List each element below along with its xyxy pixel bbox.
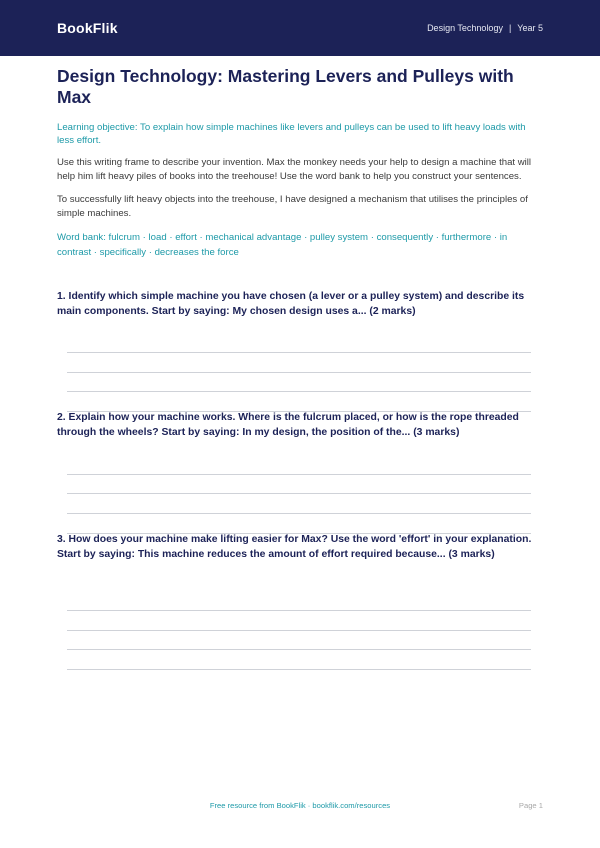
year-label: Year 5 — [517, 23, 543, 33]
question-3: 3. How does your machine make lifting easier for Max? Use the word 'effort' in your explanation. Start by saying: This machine reduces the amount of effort required because... (3 marks) — [57, 534, 532, 560]
learning-objective: Learning objective: To explain how simple machines like levers and pulleys can be used to lift heavy loads with less effort. — [57, 122, 526, 146]
page-number: Page 1 — [518, 801, 543, 810]
page-title: Design Technology: Mastering Levers and Pulleys with Max — [57, 66, 514, 107]
answer-line[interactable] — [67, 649, 531, 650]
question-1: 1. Identify which simple machine you have chosen (a lever or a pulley system) and describe its main components. Start by saying: My chosen design uses a... (2 marks) — [57, 291, 525, 317]
answer-line[interactable] — [67, 513, 531, 514]
question-2: 2. Explain how your machine works. Where is the fulcrum placed, or how is the rope threaded through the wheels? Start by saying: In my design, the position of the... (3 marks) — [57, 412, 519, 438]
answer-line[interactable] — [67, 391, 531, 392]
brand-logo: BookFlik — [57, 20, 118, 36]
intro-section — [57, 66, 543, 260]
answer-line[interactable] — [67, 474, 531, 475]
footer-credit-link[interactable]: Free resource from BookFlik · bookflik.com/resources — [209, 801, 391, 810]
answer-line[interactable] — [67, 493, 531, 494]
page-footer — [0, 801, 600, 815]
subject-label: Design Technology — [427, 23, 503, 33]
page-header — [0, 0, 600, 56]
answer-line[interactable] — [67, 630, 531, 631]
answer-line[interactable] — [67, 610, 531, 611]
header-meta — [427, 23, 543, 33]
instructions-paragraph: Use this writing frame to describe your invention. Max the monkey needs your help to design a machine that will help him lift heavy piles of books into the treehouse! Use the word bank to help you construct your sentences. — [57, 157, 532, 183]
answer-line[interactable] — [67, 669, 531, 670]
answer-line[interactable] — [67, 352, 531, 353]
sentence-starter: To successfully lift heavy objects into the treehouse, I have designed a mechanism that utilises the principles of simple machines. — [57, 193, 528, 219]
answer-line[interactable] — [67, 372, 531, 373]
word-bank: Word bank: fulcrum · load · effort · mechanical advantage · pulley system · consequently · furthermore · in contrast · specifically · decreases the force — [57, 232, 508, 258]
header-separator: | — [508, 23, 512, 33]
